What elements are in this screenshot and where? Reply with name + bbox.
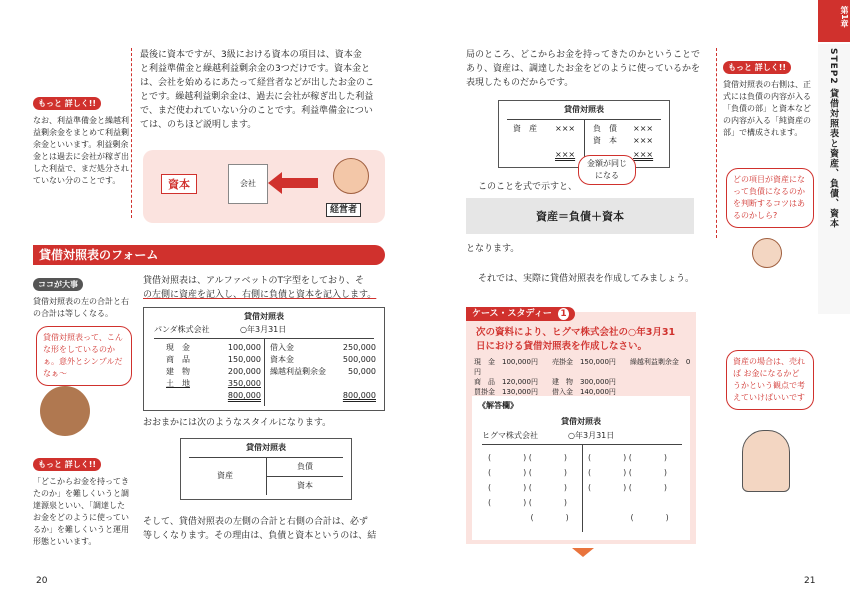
bs-amount: 50,000 bbox=[348, 367, 376, 376]
mini-bs-liab: 負 債 bbox=[593, 124, 617, 133]
manager-label: 経営者 bbox=[326, 203, 361, 217]
intro-line: で、まだ使われていない分のことです。利益準備金につい bbox=[140, 106, 373, 116]
style-title: 貸借対照表 bbox=[246, 443, 286, 452]
mini-bs-left-total: ××× bbox=[555, 150, 576, 159]
case-data bbox=[474, 357, 696, 397]
bs-amount: 250,000 bbox=[342, 343, 376, 352]
formula-after: となります。 bbox=[466, 244, 520, 254]
answer-date: ○年3月31日 bbox=[568, 431, 615, 440]
arrow-left-icon bbox=[278, 178, 318, 188]
step-vertical-title: STEP2 貸借対照表と資産、負債、資本 bbox=[828, 48, 838, 229]
case-tag bbox=[466, 307, 575, 321]
style-right-rule bbox=[266, 476, 343, 477]
arrow-head-icon bbox=[268, 172, 282, 194]
mini-bs-assets: 資 産 bbox=[513, 124, 537, 133]
sidebar-divider bbox=[131, 48, 133, 218]
answer-sheet bbox=[472, 396, 690, 540]
page-number-right: 21 bbox=[804, 576, 816, 586]
style-t-table bbox=[180, 438, 352, 500]
answer-right-blanks[interactable]: ( ) ( ) ( ) ( ) ( ) ( ) ( ) bbox=[588, 453, 669, 522]
case-study-box bbox=[466, 309, 696, 544]
bs-row bbox=[166, 366, 261, 378]
chapter-tab bbox=[818, 0, 850, 42]
bs-amount: 500,000 bbox=[342, 355, 376, 364]
down-triangle-icon bbox=[572, 548, 594, 557]
bs-item: 資本金 bbox=[270, 355, 294, 364]
bs-row bbox=[270, 354, 376, 366]
formula: 資産＝負債＋資本 bbox=[536, 210, 624, 223]
bs-amount: 150,000 bbox=[227, 355, 261, 364]
bs-right-total: 800,000 bbox=[342, 391, 376, 400]
style-text: おおまかには次のようなスタイルになります。 bbox=[143, 418, 332, 428]
left-bottom-text bbox=[143, 515, 393, 543]
mini-bs-liab-amt: ××× bbox=[633, 124, 654, 133]
motto-tag: もっと 詳しく!! bbox=[33, 458, 101, 471]
bottom-line: 等しくなります。その理由は、負債と資本というのは、結 bbox=[143, 531, 377, 541]
mini-bs-cap: 資 本 bbox=[593, 136, 617, 145]
case-intro: それでは、実際に貸借対照表を作成してみましょう。 bbox=[478, 274, 695, 284]
bear-character-icon bbox=[40, 386, 90, 436]
koko-sidebar bbox=[33, 272, 131, 320]
formula-intro: このことを式で示すと、 bbox=[478, 182, 578, 192]
bs-row bbox=[166, 354, 261, 366]
case-q-line: 日における貸借対照表を作成しなさい。 bbox=[476, 341, 648, 352]
koko-tag: ココが大事 bbox=[33, 278, 83, 291]
bs-item: 商 品 bbox=[166, 355, 190, 364]
capital-intro bbox=[140, 48, 390, 132]
answer-bubble: 資産の場合は、売れば お金になるかどうかという観点で考えていけばいいです bbox=[726, 350, 814, 410]
intro-line: 局のところ、どこからお金を持ってきたのかということで bbox=[466, 50, 701, 60]
bs-row bbox=[166, 378, 261, 390]
bs-amount: 200,000 bbox=[227, 367, 261, 376]
section-title: 貸借対照表のフォーム bbox=[39, 248, 159, 262]
case-data-row: 商 品 120,000円 建 物 300,000円 bbox=[474, 378, 616, 386]
intro-line: と利益準備金と繰越利益剰余金の3つだけです。資本金と bbox=[140, 64, 371, 74]
intro-line: 表現したものだからです。 bbox=[466, 78, 574, 88]
form-intro-line: の左側に資産を記入し、右側に負債と資本を記入します。 bbox=[143, 290, 377, 300]
bs-title: 貸借対照表 bbox=[244, 312, 284, 321]
intro-line: あり、資産は、調達したお金をどのように使っているかを bbox=[466, 64, 701, 74]
bs-date: ○年3月31日 bbox=[240, 325, 287, 334]
motto-tag: もっと 詳しく!! bbox=[723, 61, 791, 74]
answer-label: 《解答欄》 bbox=[478, 401, 518, 410]
bs-company: パンダ株式会社 bbox=[154, 325, 210, 334]
page-number-left: 20 bbox=[36, 576, 48, 586]
bs-right-items bbox=[270, 342, 376, 402]
same-amount-callout: 金額が同じになる bbox=[578, 155, 636, 185]
bs-left-total: 800,000 bbox=[227, 391, 261, 400]
motto-text: 「どこからお金を持ってきたのか」を難しくいうと調達源泉といい、「調達したお金をどのように使っているか」を難しくいうと運用形態といいます。 bbox=[33, 477, 129, 546]
question-bubble: どの項目が資産になって負債になるのかを判断するコツはあるのかしら? bbox=[726, 168, 814, 228]
section-title-bar bbox=[33, 245, 385, 265]
motto-sidebar-3 bbox=[723, 55, 811, 139]
mini-bs-cap-amt: ××× bbox=[633, 136, 654, 145]
capital-label: 資本 bbox=[161, 174, 197, 194]
koko-text: 貸借対照表の左の合計と右の合計は等しくなる。 bbox=[33, 297, 129, 318]
bear-bubble: 貸借対照表って、こんな形をしているのかぁ。意外とシンプルだなぁ～ bbox=[36, 326, 132, 386]
form-intro-line: 貸借対照表は、アルファベットのT字型をしており、そ bbox=[143, 276, 364, 286]
bs-left-items bbox=[166, 342, 261, 402]
form-intro bbox=[143, 274, 393, 302]
motto-sidebar-1 bbox=[33, 91, 131, 187]
style-liabilities: 負債 bbox=[297, 462, 313, 471]
intro-line: 最後に資本ですが、3級における資本の項目は、資本金 bbox=[140, 50, 362, 60]
sidebar-divider-right bbox=[716, 48, 718, 238]
mini-bs-assets-amt: ××× bbox=[555, 124, 576, 133]
company-box-icon: 会社 bbox=[228, 164, 268, 204]
bs-row bbox=[270, 366, 376, 378]
motto-tag: もっと 詳しく!! bbox=[33, 97, 101, 110]
balance-sheet-example bbox=[143, 307, 385, 411]
motto-text: なお、利益準備金と繰越利益剰余金をまとめて利益剰余金といいます。利益剰余金とは過去に会社が稼ぎ出した利益で、まだ処分されていない分のことです。 bbox=[33, 116, 129, 185]
bs-row bbox=[270, 342, 376, 354]
bs-center-rule bbox=[264, 338, 265, 406]
case-tag-text: ケース・スタディー bbox=[472, 309, 552, 319]
bs-amount: 350,000 bbox=[227, 379, 261, 388]
answer-title: 貸借対照表 bbox=[561, 417, 601, 426]
case-question bbox=[476, 326, 675, 354]
style-capital: 資本 bbox=[297, 481, 313, 490]
mini-bs-right-total: ××× bbox=[633, 150, 654, 159]
chapter-tab-label: 第1章 bbox=[840, 6, 849, 28]
teacher-character-icon bbox=[742, 430, 790, 492]
case-number: 1 bbox=[558, 308, 569, 320]
bs-item: 建 物 bbox=[166, 367, 190, 376]
formula-box bbox=[466, 198, 694, 234]
answer-center-rule bbox=[582, 444, 583, 532]
chapter-strip bbox=[818, 44, 850, 314]
case-q-line: 次の資料により、ヒグマ株式会社の○年3月31 bbox=[476, 327, 676, 338]
intro-line: とです。繰越利益剰余金は、過去に会社が稼ぎ出した利益 bbox=[140, 92, 374, 102]
bs-row bbox=[166, 342, 261, 354]
answer-left-blanks[interactable]: ( ) ( ) ( ) ( ) ( ) ( ) ( ) ( ) ( ) bbox=[488, 453, 569, 522]
bs-spacer bbox=[270, 378, 376, 390]
motto-text: 貸借対照表の右側は、正式には負債の内容が入る「負債の部」と資本などの内容が入る「純資産の部」で構成されます。 bbox=[723, 80, 811, 137]
right-intro bbox=[466, 48, 716, 90]
intro-line: ては、のちほど説明します。 bbox=[140, 120, 257, 130]
bs-item: 現 金 bbox=[166, 343, 190, 352]
capital-illustration bbox=[143, 150, 385, 223]
bs-item: 借入金 bbox=[270, 343, 294, 352]
case-data-row: 現 金 100,000円 売掛金 150,000円 繰越利益剰余金 0円 bbox=[474, 358, 691, 376]
case-data-row: 買掛金 130,000円 借入金 140,000円 bbox=[474, 388, 616, 396]
bs-item: 土 地 bbox=[166, 379, 190, 388]
girl-character-icon bbox=[752, 238, 782, 268]
manager-face-icon bbox=[333, 158, 369, 194]
intro-line: は、会社を始めるにあたって経営者などが出したお金のこ bbox=[140, 78, 375, 88]
bs-amount: 100,000 bbox=[227, 343, 261, 352]
answer-company: ヒグマ株式会社 bbox=[482, 431, 538, 440]
bs-item: 繰越利益剰余金 bbox=[270, 367, 326, 376]
mini-bs-title: 貸借対照表 bbox=[564, 105, 604, 114]
motto-sidebar-2 bbox=[33, 452, 131, 548]
style-assets: 資産 bbox=[217, 471, 233, 480]
bottom-line: そして、貸借対照表の左側の合計と右側の合計は、必ず bbox=[143, 517, 368, 527]
